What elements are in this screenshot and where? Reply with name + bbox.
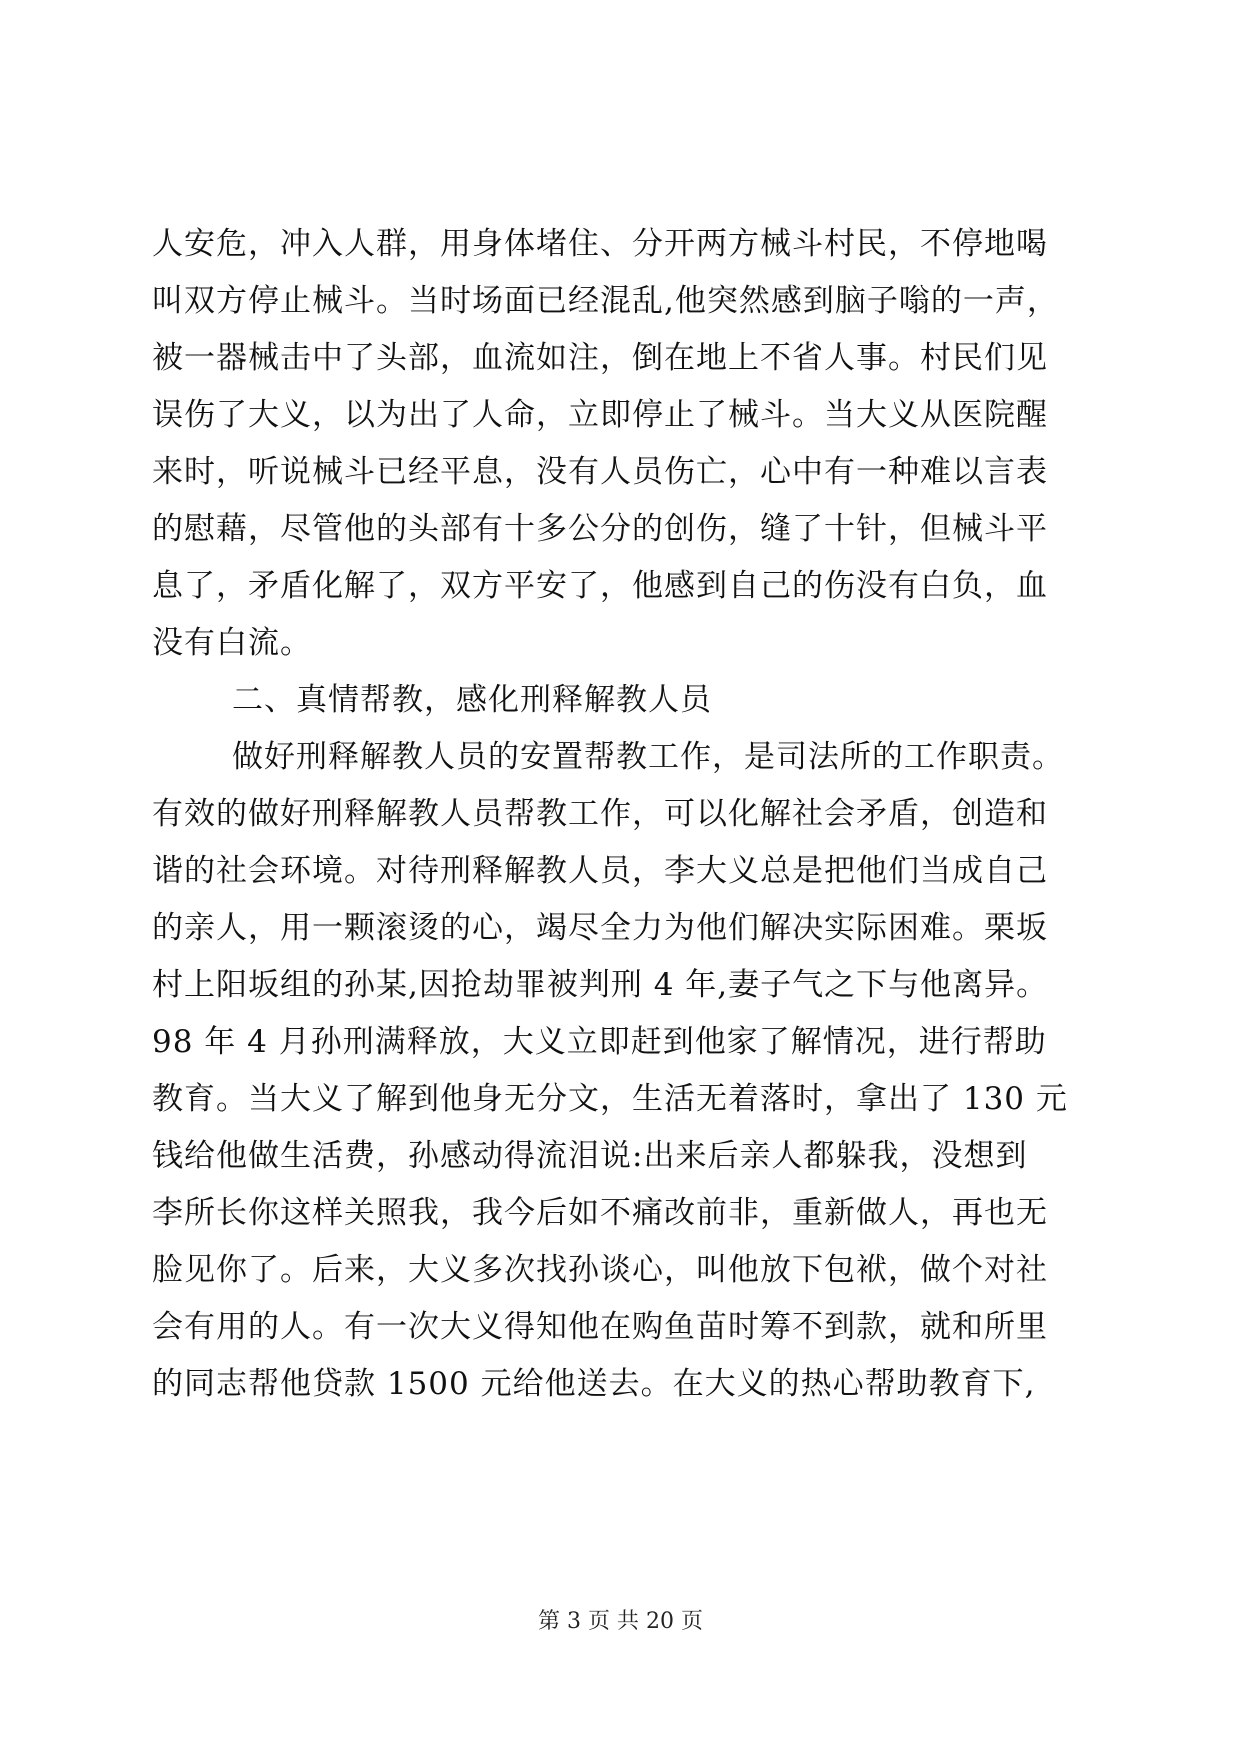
section-heading: 二、真情帮教，感化刑释解教人员: [232, 682, 712, 718]
text-line: 人安危，冲入人群，用身体堵住、分开两方械斗村民，不停地喝: [152, 226, 1048, 262]
text-line: 村上阳坂组的孙某,因抢劫罪被判刑 4 年,妻子气之下与他离异。: [152, 967, 1049, 1003]
text-line: 谐的社会环境。对待刑释解教人员，李大义总是把他们当成自己: [152, 853, 1048, 889]
text-line: 的同志帮他贷款 1500 元给他送去。在大义的热心帮助教育下,: [152, 1366, 1036, 1402]
text-line: 被一器械击中了头部，血流如注，倒在地上不省人事。村民们见: [152, 340, 1048, 376]
text-line: 来时，听说械斗已经平息，没有人员伤亡，心中有一种难以言表: [152, 454, 1048, 490]
text-line: 的慰藉，尽管他的头部有十多公分的创伤，缝了十针，但械斗平: [152, 511, 1048, 547]
text-line: 脸见你了。后来，大义多次找孙谈心，叫他放下包袱，做个对社: [152, 1252, 1048, 1288]
text-line: 没有白流。: [152, 625, 312, 661]
text-line: 误伤了大义，以为出了人命，立即停止了械斗。当大义从医院醒: [152, 397, 1048, 433]
text-line: 息了，矛盾化解了，双方平安了，他感到自己的伤没有白负，血: [152, 568, 1048, 604]
text-line: 钱给他做生活费，孙感动得流泪说:出来后亲人都躲我，没想到: [152, 1138, 1028, 1174]
text-line: 做好刑释解教人员的安置帮教工作，是司法所的工作职责。: [232, 739, 1064, 775]
page-number-footer: 第 3 页 共 20 页: [538, 1609, 703, 1634]
text-line: 李所长你这样关照我，我今后如不痛改前非，重新做人，再也无: [152, 1195, 1048, 1231]
text-line: 教育。当大义了解到他身无分文，生活无着落时，拿出了 130 元: [152, 1081, 1068, 1117]
text-line: 的亲人，用一颗滚烫的心，竭尽全力为他们解决实际困难。栗坂: [152, 910, 1048, 946]
text-line: 98 年 4 月孙刑满释放，大义立即赶到他家了解情况，进行帮助: [152, 1024, 1047, 1060]
text-line: 有效的做好刑释解教人员帮教工作，可以化解社会矛盾，创造和: [152, 796, 1048, 832]
text-line: 叫双方停止械斗。当时场面已经混乱,他突然感到脑子嗡的一声，: [152, 283, 1059, 319]
text-line: 会有用的人。有一次大义得知他在购鱼苗时筹不到款，就和所里: [152, 1309, 1048, 1345]
